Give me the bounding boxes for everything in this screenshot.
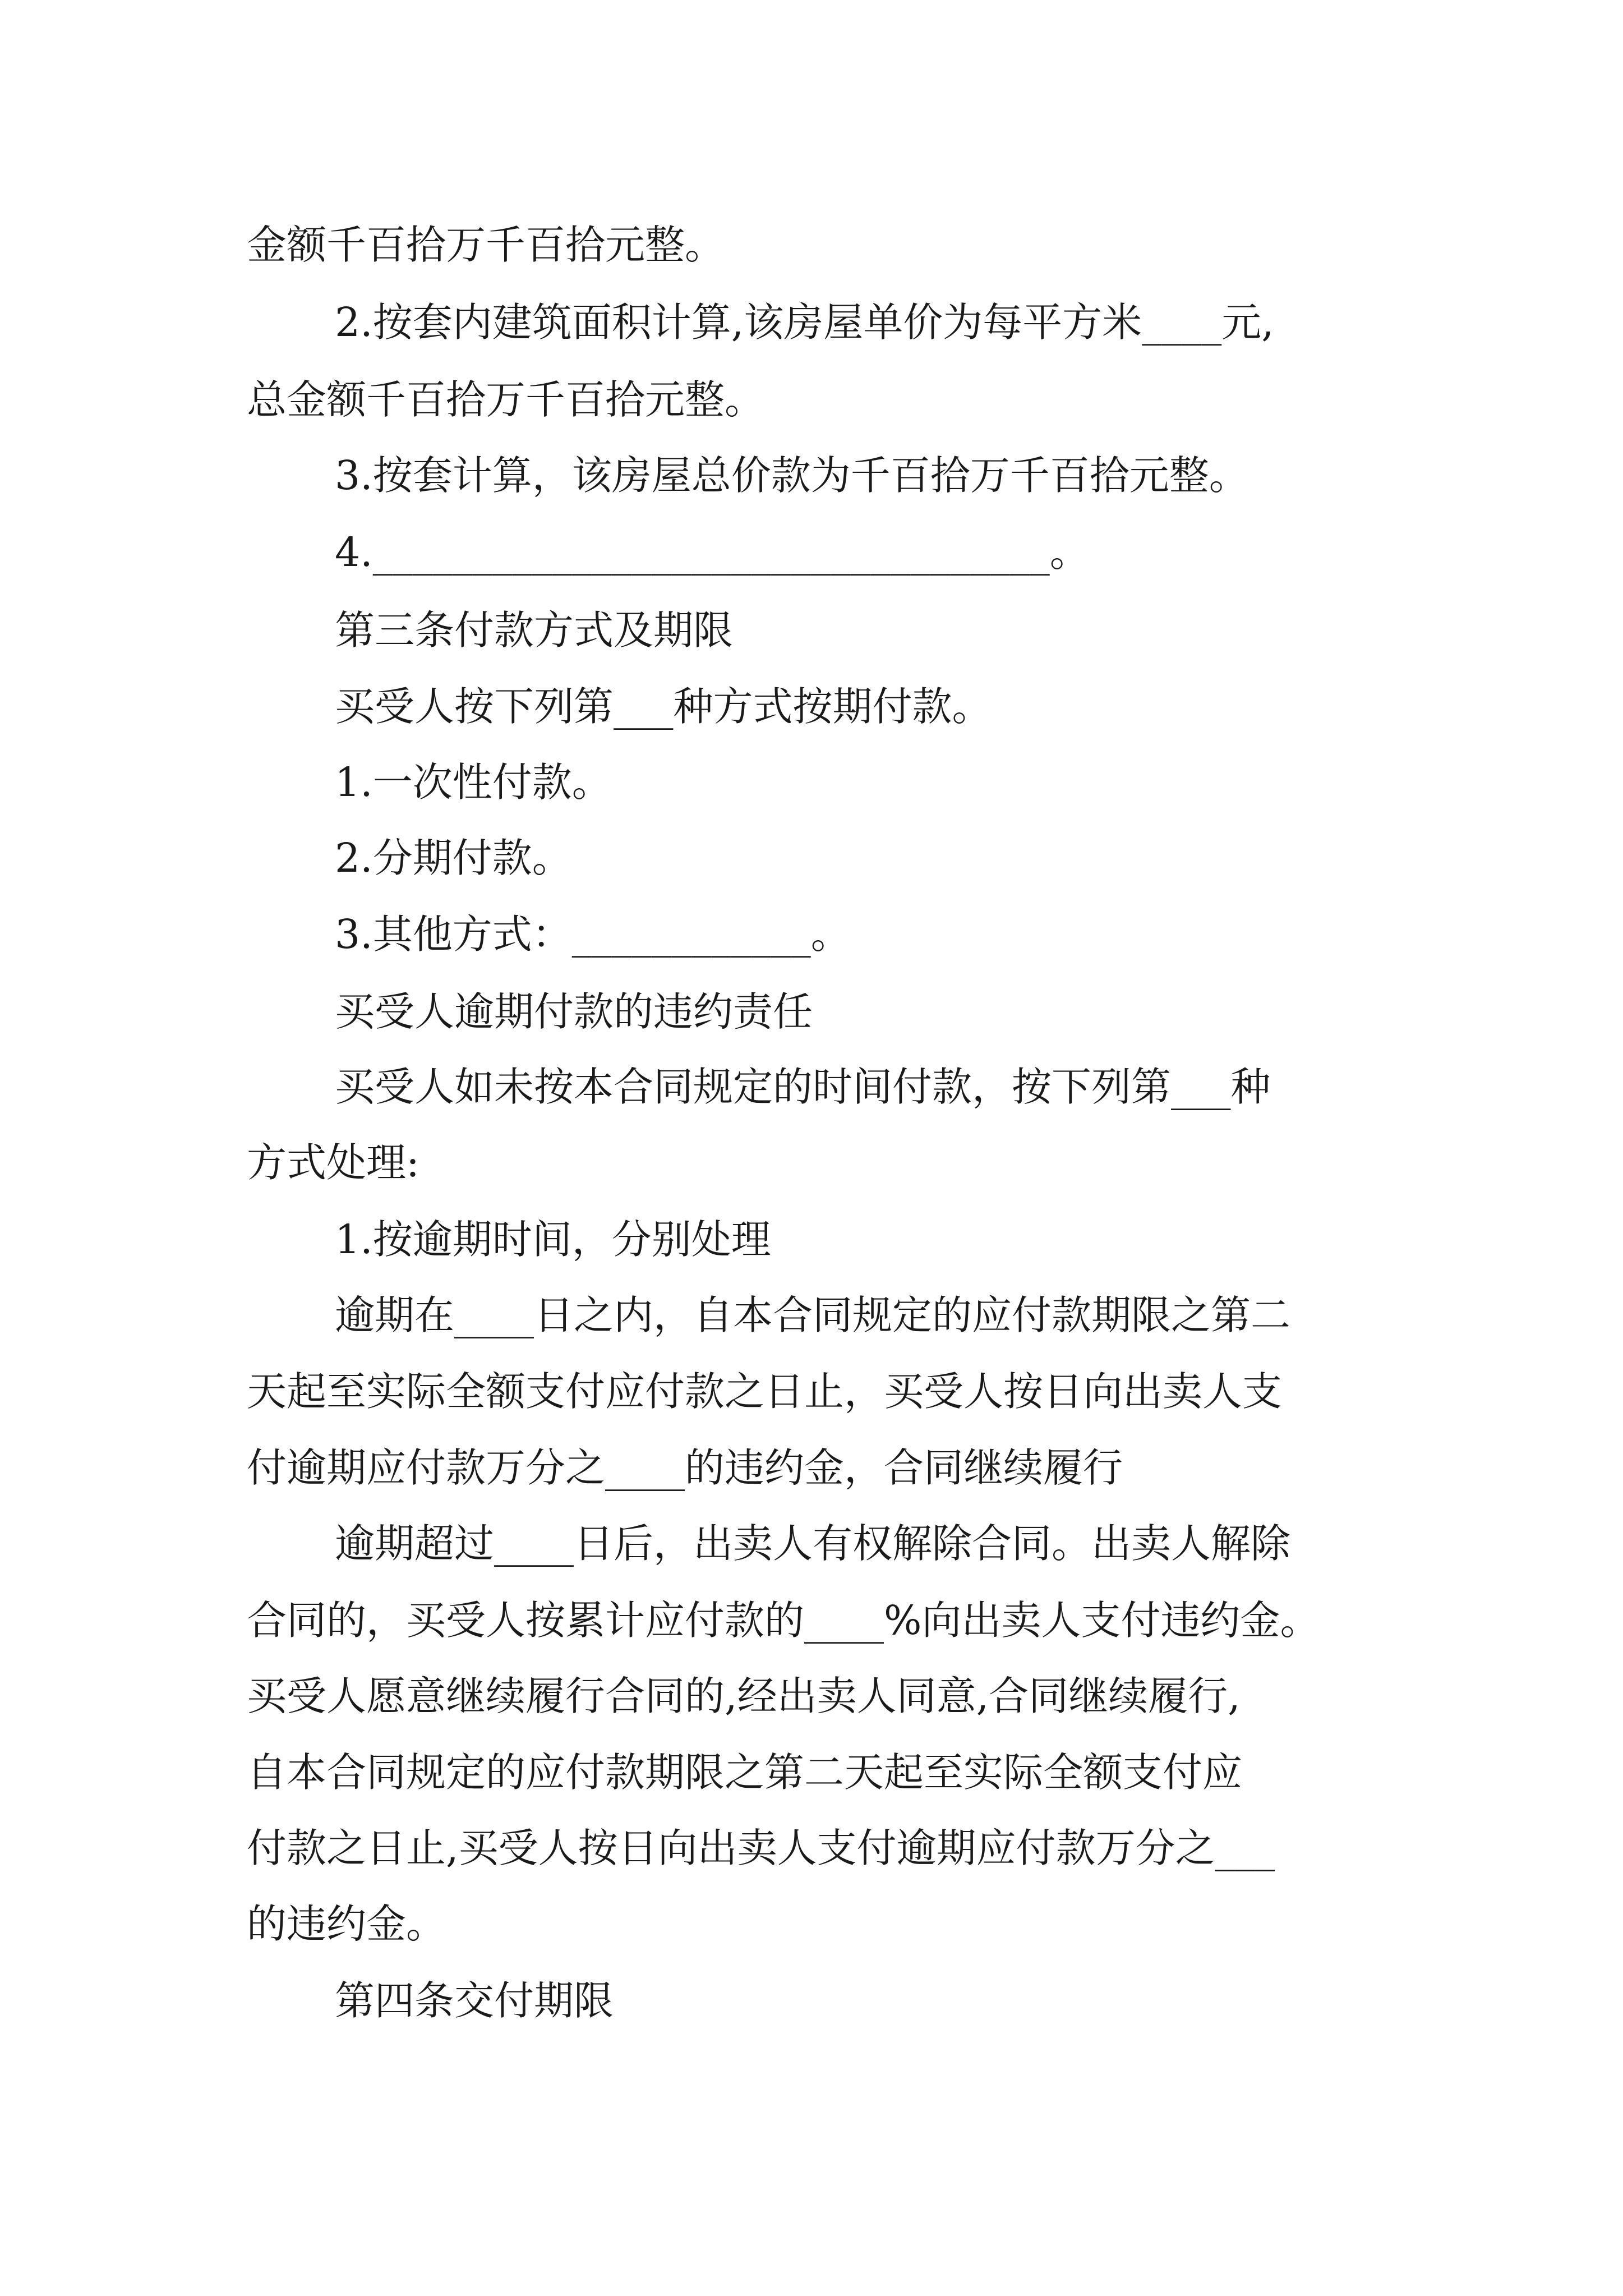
text-line: 2.按套内建筑面积计算,该房屋单价为每平方米____元, xyxy=(335,299,1274,346)
text-line: 自本合同规定的应付款期限之第二天起至实际全额支付应 xyxy=(247,1749,1243,1796)
text-line: 天起至实际全额支付应付款之日止，买受人按日向出卖人支 xyxy=(247,1368,1283,1415)
list-item: 3.其他方式：____________。 xyxy=(335,911,851,958)
text-line: 付逾期应付款万分之____的违约金，合同继续履行 xyxy=(247,1444,1123,1491)
text-line: 买受人愿意继续履行合同的,经出卖人同意,合同继续履行, xyxy=(247,1673,1241,1719)
section-heading: 第三条付款方式及期限 xyxy=(335,607,734,654)
text-line: 总金额千百拾万千百拾元整。 xyxy=(247,376,765,423)
text-line: 金额千百拾万千百拾元整。 xyxy=(247,222,725,268)
text-line: 付款之日止,买受人按日向出卖人支付逾期应付款万分之___ xyxy=(247,1825,1275,1871)
text-line: 买受人如未按本合同规定的时间付款，按下列第___种 xyxy=(335,1064,1271,1110)
text-line: 买受人按下列第___种方式按期付款。 xyxy=(335,683,992,730)
text-line: 3.按套计算，该房屋总价款为千百拾万千百拾元整。 xyxy=(335,452,1249,499)
section-heading: 第四条交付期限 xyxy=(335,1977,614,2024)
list-item: 2.分期付款。 xyxy=(335,835,572,881)
text-line: 方式处理: xyxy=(247,1139,419,1186)
text-line: 逾期在____日之内，自本合同规定的应付款期限之第二 xyxy=(335,1292,1291,1338)
list-item: 1.按逾期时间，分别处理 xyxy=(335,1216,771,1263)
text-line: 的违约金。 xyxy=(247,1901,446,1947)
list-item: 1.一次性付款。 xyxy=(335,759,612,806)
subsection-heading: 买受人逾期付款的违约责任 xyxy=(335,988,813,1035)
text-line: 4.__________________________________。 xyxy=(335,529,1090,576)
text-line: 合同的，买受人按累计应付款的____%向出卖人支付违约金。 xyxy=(247,1597,1320,1644)
text-line: 逾期超过____日后，出卖人有权解除合同。出卖人解除 xyxy=(335,1520,1291,1567)
